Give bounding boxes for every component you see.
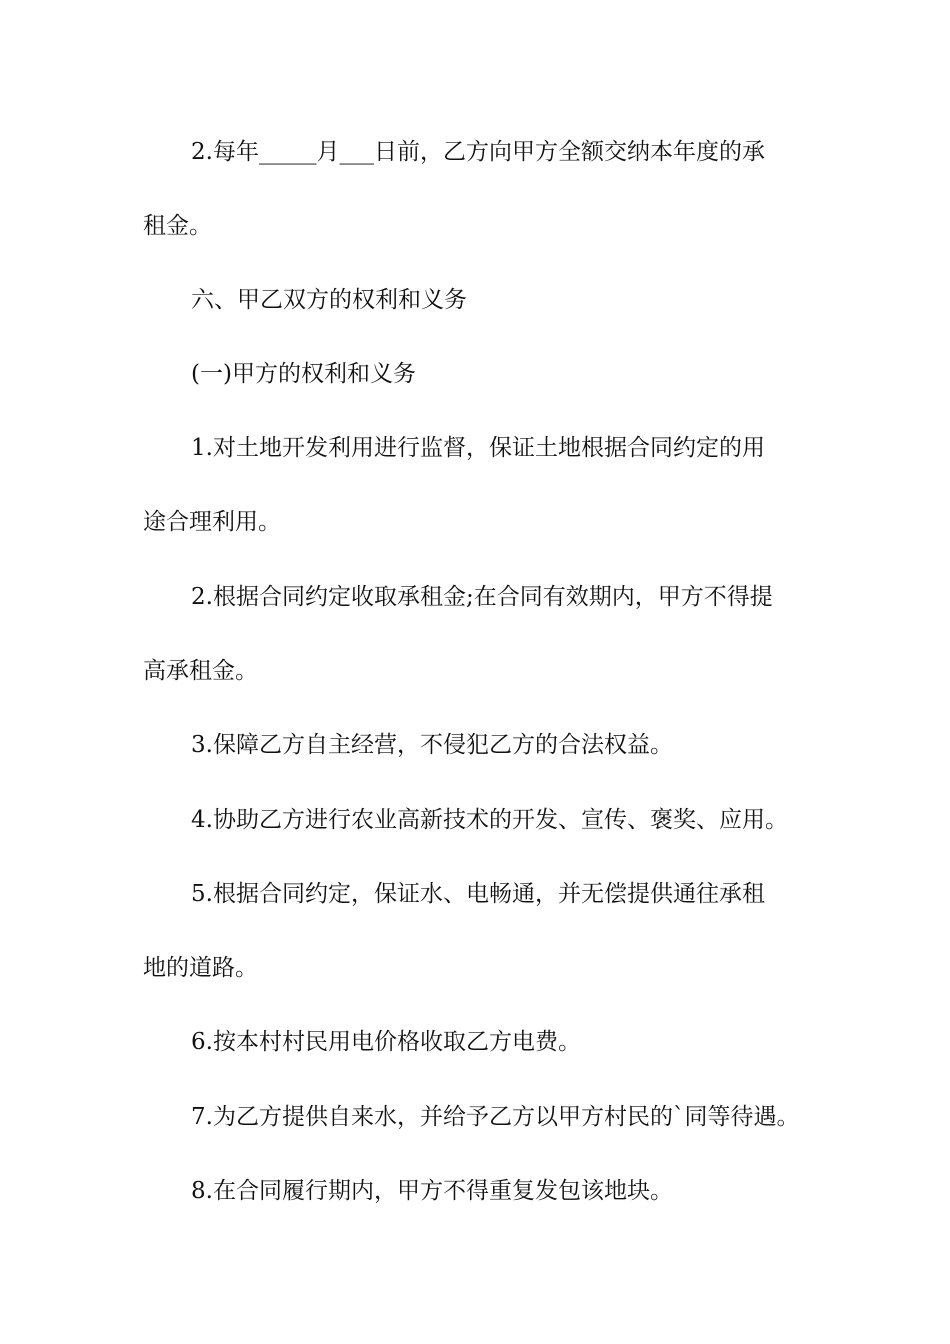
clause-2-rent-line-2: 高承租金。	[143, 658, 258, 684]
clause-1-supervision-line-1: 1.对土地开发利用进行监督，保证土地根据合同约定的用	[191, 435, 765, 461]
clause-7-water: 7.为乙方提供自来水，并给予乙方以甲方村民的`同等待遇。	[191, 1104, 800, 1130]
subsection-heading-party-a: (一)甲方的权利和义务	[191, 361, 416, 387]
clause-6-electricity: 6.按本村村民用电价格收取乙方电费。	[191, 1029, 581, 1055]
section-heading-rights-obligations: 六、甲乙双方的权利和义务	[191, 287, 467, 313]
clause-5-utilities-line-1: 5.根据合同约定，保证水、电畅通，并无偿提供通往承租	[191, 881, 765, 907]
clause-5-utilities-line-2: 地的道路。	[143, 955, 258, 981]
clause-2-payment-line-2: 租金。	[143, 213, 212, 239]
clause-4-technology: 4.协助乙方进行农业高新技术的开发、宣传、褒奖、应用。	[191, 807, 788, 833]
clause-8-no-duplicate-lease: 8.在合同履行期内，甲方不得重复发包该地块。	[191, 1178, 673, 1204]
clause-2-payment-line-1: 2.每年_____月___日前，乙方向甲方全额交纳本年度的承	[191, 139, 765, 165]
clause-1-supervision-line-2: 途合理利用。	[143, 509, 281, 535]
clause-2-rent-line-1: 2.根据合同约定收取承租金;在合同有效期内，甲方不得提	[191, 584, 773, 610]
clause-3-autonomy: 3.保障乙方自主经营，不侵犯乙方的合法权益。	[191, 732, 673, 758]
